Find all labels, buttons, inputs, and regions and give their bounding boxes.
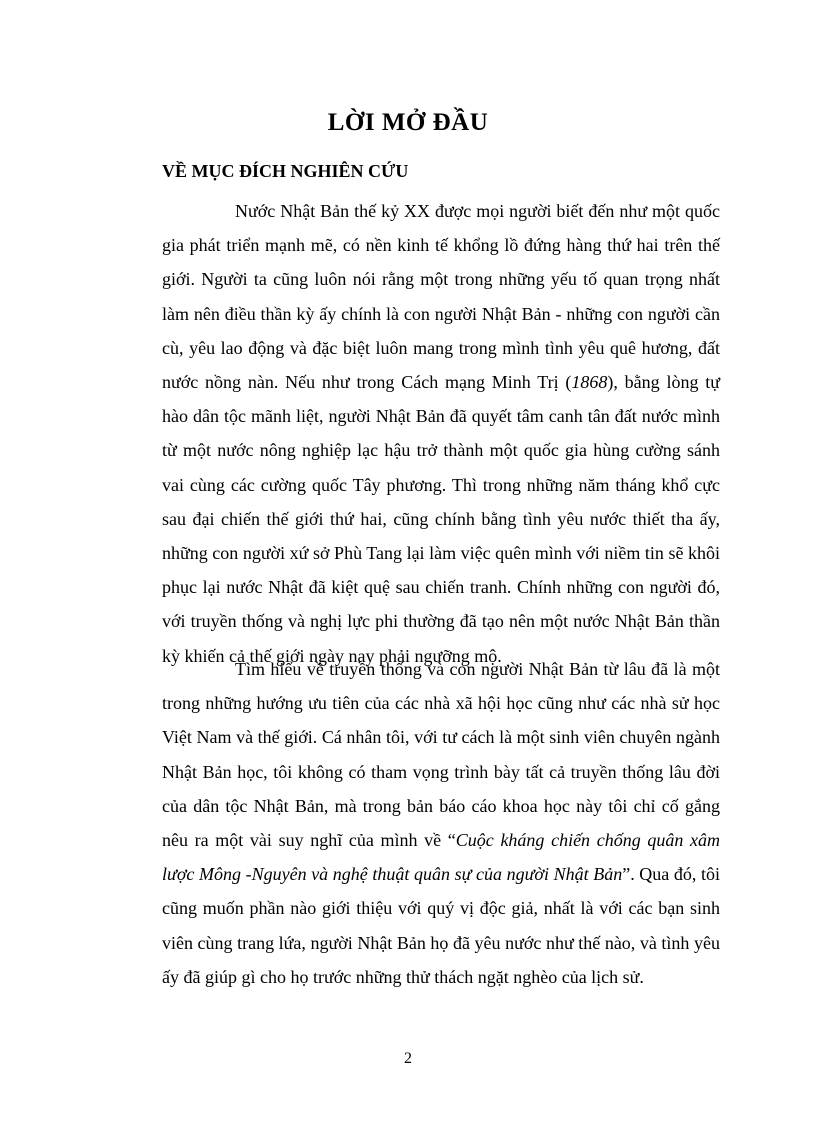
- page-number: 2: [404, 1050, 412, 1067]
- report-title-italic: Cuộc kháng chiến chống quân xâm lược Mông -Nguyên và nghệ thuật quân sự của người Nhật Bản: [162, 830, 720, 885]
- section-heading: VỀ MỤC ĐÍCH NGHIÊN CỨU: [162, 161, 409, 181]
- year-italic: 1868: [571, 372, 608, 393]
- paragraph-research: [162, 652, 720, 994]
- paragraph-text: Tìm hiểu về truyền thống và con người Nhật Bản từ lâu đã là một trong những hướng ưu tiên của các nhà xã hội học cũng như các nhà sử học Việt Nam và thế giới. Cá nhân tôi, với tư cách là một sinh viên chuyên ngành Nhật Bản học, tôi không có tham vọng trình bày tất cả truyền thống lâu đời của dân tộc Nhật Bản, mà trong bản báo cáo khoa học này tôi chỉ cố gắng nêu ra một vài suy nghĩ của mình về “: [162, 659, 720, 851]
- paragraph-text: ), bằng lòng tự hào dân tộc mãnh liệt, người Nhật Bản đã quyết tâm canh tân đất nước mình từ một nước nông nghiệp lạc hậu trở thành một quốc gia hùng cường sánh vai cùng các cường quốc Tây phương. Thì trong những năm tháng khổ cực sau đại chiến thế giới thứ hai, cũng chính bằng tình yêu nước thiết tha ấy, những con người xứ sở Phù Tang lại làm việc quên mình với niềm tin sẽ khôi phục lại nước Nhật đã kiệt quệ sau chiến tranh. Chính những con người đó, với truyền thống và nghị lực phi thường đã tạo nên một nước Nhật Bản thần kỳ khiến cả thế giới ngày nay phải ngưỡng mộ.: [162, 372, 720, 666]
- paragraph-text: ”. Qua đó, tôi cũng muốn phần nào giới thiệu với quý vị độc giả, nhất là với các bạn sinh viên cùng trang lứa, người Nhật Bản họ đã yêu nước như thế nào, và tình yêu ấy đã giúp gì cho họ trước những thử thách ngặt nghèo của lịch sử.: [162, 864, 720, 987]
- page-title: LỜI MỞ ĐẦU: [327, 109, 489, 136]
- paragraph-purpose: [162, 194, 720, 673]
- paragraph-text: Nước Nhật Bản thế kỷ XX được mọi người biết đến như một quốc gia phát triển mạnh mẽ, có nền kinh tế khổng lồ đứng hàng thứ hai trên thế giới. Người ta cũng luôn nói rằng một trong những yếu tố quan trọng nhất làm nên điều thần kỳ ấy chính là con người Nhật Bản - những con người cần cù, yêu lao động và đặc biệt luôn mang trong mình tình yêu quê hương, đất nước nồng nàn. Nếu như trong Cách mạng Minh Trị (: [162, 201, 720, 393]
